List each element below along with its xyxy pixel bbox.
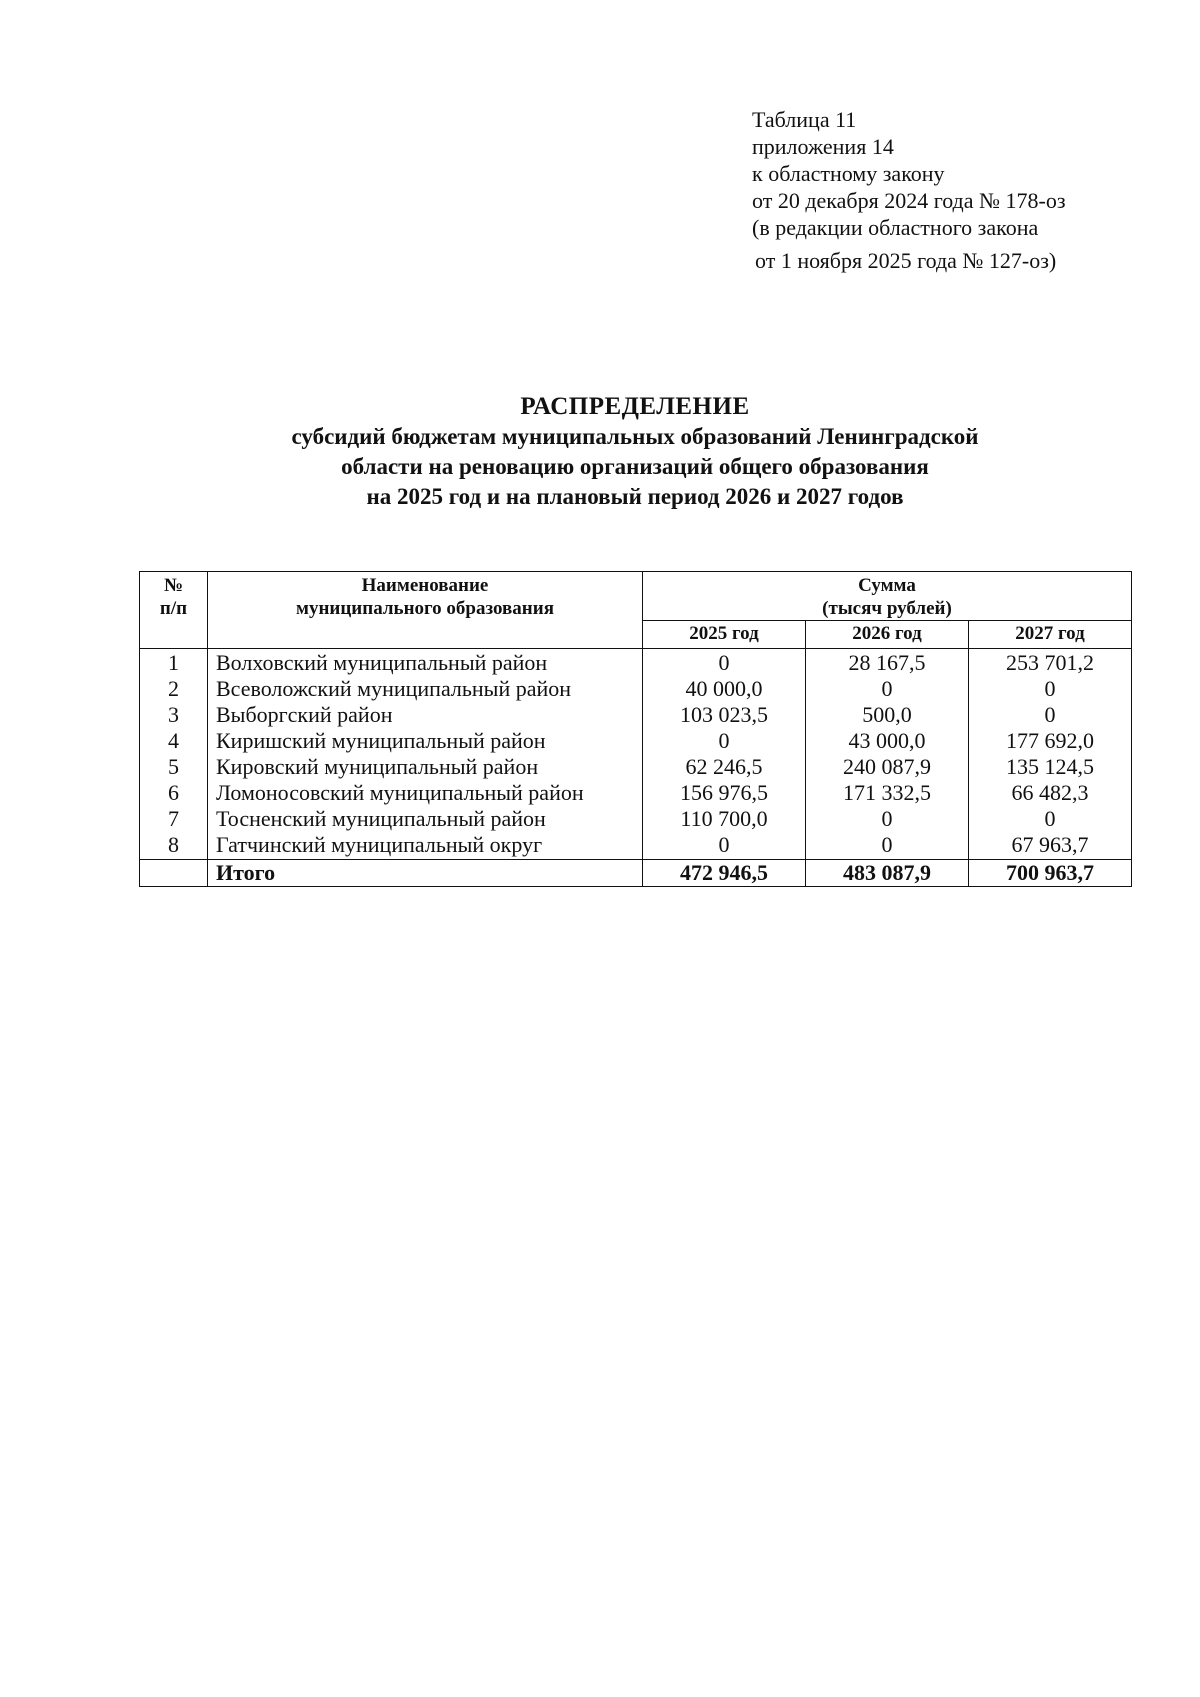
row-value-2025: 62 246,5 (643, 754, 806, 780)
row-municipality: Гатчинский муниципальный округ (208, 832, 643, 860)
row-value-2027: 135 124,5 (969, 754, 1132, 780)
appendix-number: приложения 14 (752, 134, 894, 159)
row-number: 1 (140, 649, 208, 677)
table-row (140, 728, 1132, 754)
subsidy-distribution-table (139, 571, 1132, 887)
row-value-2027: 177 692,0 (969, 728, 1132, 754)
row-number: 3 (140, 702, 208, 728)
total-value-2025: 472 946,5 (643, 860, 806, 887)
row-value-2026: 0 (806, 832, 969, 860)
row-number: 5 (140, 754, 208, 780)
row-number: 4 (140, 728, 208, 754)
row-number: 6 (140, 780, 208, 806)
row-municipality: Волховский муниципальный район (208, 649, 643, 677)
table-row (140, 806, 1132, 832)
header-sum (643, 572, 1132, 621)
table-row (140, 649, 1132, 677)
row-number: 2 (140, 676, 208, 702)
row-value-2026: 0 (806, 806, 969, 832)
header-name (208, 572, 643, 649)
row-value-2027: 253 701,2 (969, 649, 1132, 677)
header-sum-line-1: Сумма (858, 575, 916, 596)
row-value-2026: 0 (806, 676, 969, 702)
total-label: Итого (208, 860, 643, 887)
header-sum-line-2: (тысяч рублей) (822, 598, 952, 619)
title-line-3: на 2025 год и на плановый период 2026 и 2027 годов (366, 484, 904, 509)
header-name-line-2: муниципального образования (296, 598, 554, 619)
table-number: Таблица 11 (752, 107, 857, 132)
row-value-2027: 66 482,3 (969, 780, 1132, 806)
header-name-line-1: Наименование (361, 575, 489, 596)
row-value-2025: 110 700,0 (643, 806, 806, 832)
row-value-2026: 28 167,5 (806, 649, 969, 677)
revision-note: (в редакции областного закона (752, 215, 1039, 240)
law-reference: к областному закону (752, 161, 945, 186)
header-year-2027: 2027 год (969, 621, 1132, 649)
row-value-2026: 43 000,0 (806, 728, 969, 754)
title-main: РАСПРЕДЕЛЕНИЕ (520, 393, 750, 420)
row-municipality: Киришский муниципальный район (208, 728, 643, 754)
total-value-2026: 483 087,9 (806, 860, 969, 887)
total-row (140, 860, 1132, 887)
row-value-2026: 500,0 (806, 702, 969, 728)
table-row (140, 676, 1132, 702)
header-year-2026: 2026 год (806, 621, 969, 649)
row-value-2027: 0 (969, 806, 1132, 832)
row-value-2027: 0 (969, 676, 1132, 702)
table-row (140, 832, 1132, 860)
row-value-2025: 103 023,5 (643, 702, 806, 728)
header-number-line-2: п/п (159, 598, 188, 619)
table-header-row (140, 572, 1132, 621)
row-municipality: Кировский муниципальный район (208, 754, 643, 780)
header-year-2025: 2025 год (643, 621, 806, 649)
total-value-2027: 700 963,7 (969, 860, 1132, 887)
row-value-2027: 67 963,7 (969, 832, 1132, 860)
total-number-cell (140, 860, 208, 887)
row-value-2025: 0 (643, 649, 806, 677)
row-value-2025: 40 000,0 (643, 676, 806, 702)
row-number: 8 (140, 832, 208, 860)
table-row (140, 754, 1132, 780)
title-line-1: субсидий бюджетам муниципальных образований Ленинградской (291, 424, 979, 449)
law-date: от 20 декабря 2024 года № 178-оз (752, 188, 1066, 213)
row-municipality: Тосненский муниципальный район (208, 806, 643, 832)
revision-date: от 1 ноября 2025 года № 127-оз) (755, 248, 1057, 273)
table-row (140, 780, 1132, 806)
header-number-line-1: № (163, 575, 184, 596)
row-value-2027: 0 (969, 702, 1132, 728)
row-value-2026: 240 087,9 (806, 754, 969, 780)
row-value-2026: 171 332,5 (806, 780, 969, 806)
row-municipality: Выборгский район (208, 702, 643, 728)
row-municipality: Всеволожский муниципальный район (208, 676, 643, 702)
header-number (140, 572, 208, 649)
document-title (140, 392, 1130, 512)
appendix-reference (752, 106, 1152, 274)
table-row (140, 702, 1132, 728)
row-number: 7 (140, 806, 208, 832)
row-value-2025: 0 (643, 832, 806, 860)
title-line-2: области на реновацию организаций общего образования (341, 454, 929, 479)
row-value-2025: 156 976,5 (643, 780, 806, 806)
row-value-2025: 0 (643, 728, 806, 754)
row-municipality: Ломоносовский муниципальный район (208, 780, 643, 806)
